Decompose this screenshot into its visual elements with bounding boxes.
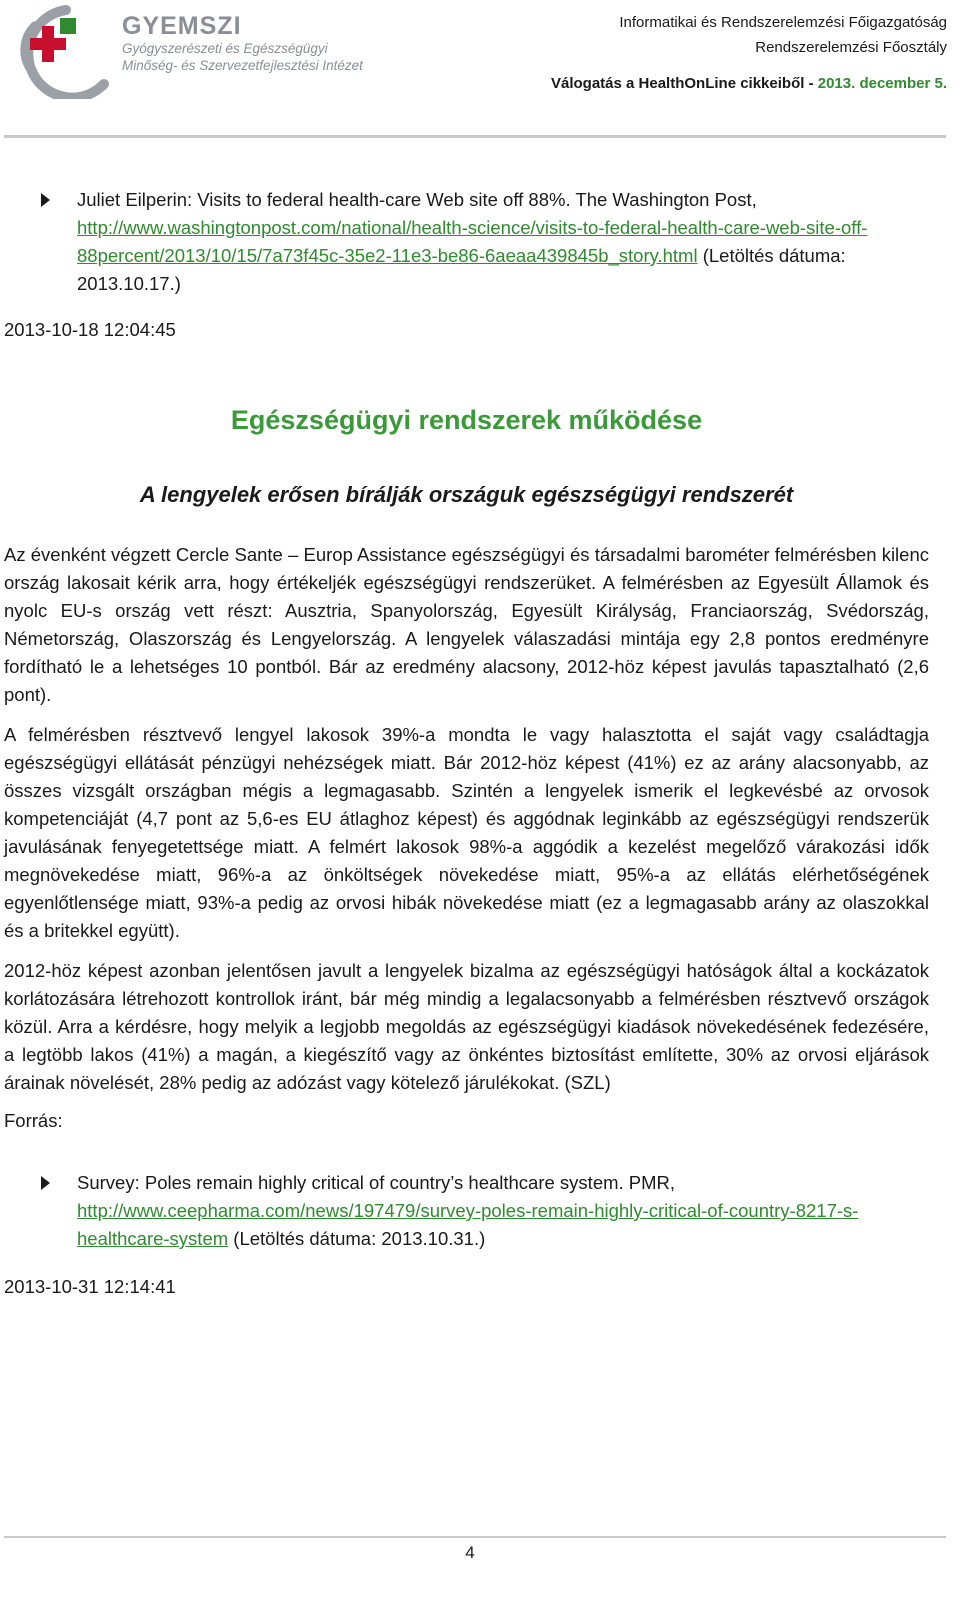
org-line-2: Rendszerelemzési Főosztály [755, 39, 947, 56]
source-link[interactable]: http://www.ceepharma.com/news/197479/survey-poles-remain-highly-critical-of-country-8217-s-healthcare-system [77, 1200, 859, 1249]
organization-info [551, 10, 947, 96]
issue-date: Válogatás a HealthOnLine cikkeiből - 2013. december 5. [550, 75, 947, 92]
list-item: Survey: Poles remain highly critical of country’s healthcare system. PMR, http://www.ceepharma.com/news/197479/survey-poles-remain-highly-critical-of-country-8217-s-healthcare-system (Letöltés dátuma: 2013.10.31.) [4, 1169, 929, 1253]
section-title: Egészségügyi rendszerek működése [230, 405, 703, 435]
svg-text:Gyógyszerészeti és Egészségügy: Gyógyszerészeti és Egészségügyi [122, 41, 328, 56]
header-divider [4, 135, 946, 138]
list-item: Juliet Eilperin: Visits to federal health-care Web site off 88%. The Washington Post, http://www.washingtonpost.com/national/health-science/visits-to-federal-health-care-web-site-off-88percent/2013/10/15/7a73f45c-35e2-11e3-be86-6aeaa439845b_story.html (Letöltés dátuma: 2013.10.17.) [4, 186, 929, 298]
timestamp: 2013-10-31 12:14:41 [4, 1276, 176, 1297]
svg-text:Minőség- és Szervezetfejleszté: Minőség- és Szervezetfejlesztési Intézet [122, 58, 363, 73]
timestamp: 2013-10-18 12:04:45 [4, 319, 176, 340]
gyemszi-logo [4, 4, 474, 99]
paragraph: 2012-höz képest azonban jelentősen javult a lengyelek bizalma az egészségügyi hatóságok által a kockázatok korlátozására létrehozott kontrollok iránt, bár még mindig a legalacsonyabb a felmérésben résztvevő országok közül. Arra a kérdésre, hogy melyik a legjobb megoldás az egészségügyi kiadások növekedésének fedezésére, a legtöbb lakos (41%) a magán, a kiegészítő vagy az önkéntes biztosítást említette, 30% az orvosi eljárások árainak növelését, 28% pedig az adózást vagy kötelező járulékokat. (SZL) [4, 960, 929, 1093]
paragraph: Az évenként végzett Cercle Sante – Europ Assistance egészségügyi és társadalmi barométer felmérésben kilenc ország lakosait kérik arra, hogy értékeljék egészségügyi rendszerüket. A felmérésben az Egyesült Államok és nyolc EU-s ország vett részt: Ausztria, Spanyolország, Egyesült Királyság, Franciaország, Svédország, Németország, Olaszország és Lengyelország. A lengyelek válaszadási mintája egy 2,8 pontos eredményre fordítható le a lehetséges 10 pontból. Bár az eredmény alacsony, 2012-höz képest javulás tapasztalható (2,6 pont). [4, 544, 929, 705]
svg-text:GYEMSZI: GYEMSZI [122, 12, 242, 40]
page-number: 4 [465, 1543, 475, 1562]
article-link[interactable]: http://www.washingtonpost.com/national/health-science/visits-to-federal-health-care-web-site-off-88percent/2013/10/15/7a73f45c-35e2-11e3-be86-6aeaa439845b_story.html [77, 217, 868, 266]
source-label: Forrás: [4, 1110, 63, 1131]
footer-divider [4, 1536, 946, 1538]
article-title: A lengyelek erősen bírálják országuk egészségügyi rendszerét [139, 482, 794, 507]
page-header [0, 0, 960, 140]
org-line-1: Informatikai és Rendszerelemzési Főigazgatóság [619, 14, 947, 31]
paragraph: A felmérésben résztvevő lengyel lakosok 39%-a mondta le vagy halasztotta el saját vagy családtagja egészségügyi ellátását pénzügyi nehézségek miatt. Bár 2012-höz képest (41%) ez az arány alacsonyabb, az összes vizsgált országban mégis a legmagasabb. Szintén a lengyelek ismerik el legkevésbé az orvosok kompetenciáját (4,7 pont az 5,6-es EU átlaghoz képest) és aggódnak leginkább az egészségügyi rendszerük javulásának fenyegetettsége miatt. A felmért lakosok 98%-a aggódik a kezelést megelőző várakozási idők megnövekedése miatt, 96%-a az önköltségek növekedése miatt, 95%-a az ellátás elérhetőségének egyenlőtlensége miatt, 93%-a pedig az orvosi hibák növekedése miatt (ez a legmagasabb arány az olaszokkal és a britekkel együtt). [4, 724, 929, 941]
bullet-arrow-icon [41, 1176, 50, 1190]
bullet-arrow-icon [41, 193, 50, 207]
document-body [4, 186, 929, 1301]
